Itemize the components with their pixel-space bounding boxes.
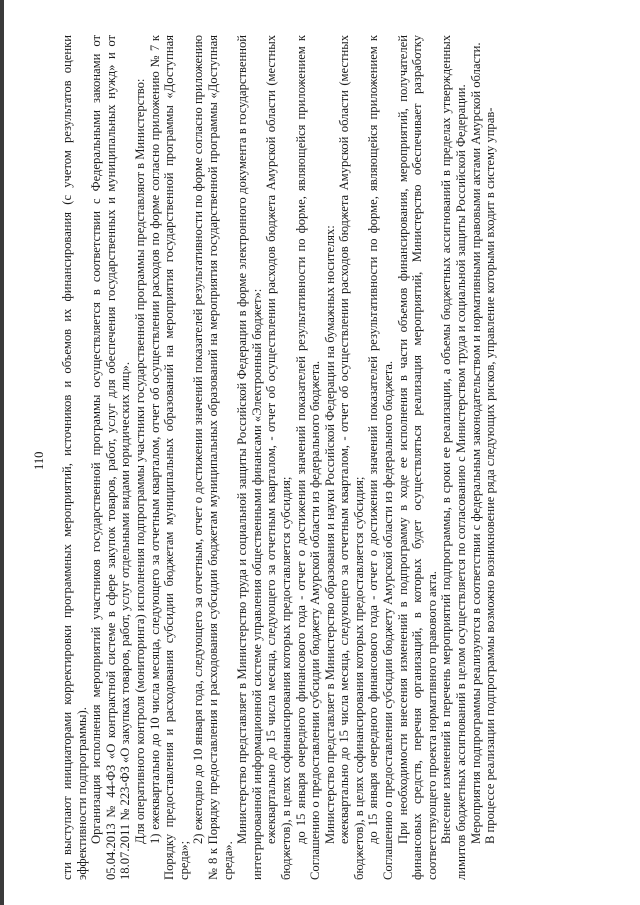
paragraph: 1) ежеквартально до 10 числа месяца, следующего за отчетным кварталом, отчет об осуществлении расходов по форме согласно приложению № 7 к Порядку предоставления и расходования субсидии бюджетам муниципальных образований на мероприятия государственной программы «Доступная среда»; <box>147 35 191 880</box>
paragraph: При необходимости внесения изменений в подпрограмму в ходе ее исполнения в части объемов финансирования, мероприятий, получателей финансовых средств, перечня организаций, в которых будет осуществляться реализация мероприятий, Министерство обеспечивает разработку соответствующего проекта нормативного правового акта. <box>395 35 439 880</box>
paragraph: В процессе реализации подпрограммы возможно возникновение ряда следующих рисков, управление которыми входит в систему управ- <box>483 107 498 844</box>
paragraph: до 15 января очередного финансового года - отчет о достижении значений показателей результативности по форме, являющейся приложением к Соглашению о предоставлении субсидии бюджету Амурской области из федерального бюджета. <box>366 35 396 880</box>
paragraph: 2) ежегодно до 10 января года, следующего за отчетным, отчет о достижении значений показателей результативности по форме согласно приложению № 8 к Порядку предоставления и расходования субсидии бюджетам муниципальных образований на мероприятия государственной программы «Доступная среда». <box>191 35 235 880</box>
paragraph: ежеквартально до 15 числа месяца, следующего за отчетным кварталом, - отчет об осуществлении расходов бюджета Амурской области (местных бюджетов), в целях софинансирования которых предоставляется субсидия; <box>337 35 366 880</box>
page-number: 110 <box>32 451 46 470</box>
paragraph: Организация исполнения мероприятий участников государственной программы осуществляется в соответствии с Федеральными законами от 05.04.2013 № 44-ФЗ «О контрактной системе в сфере закупок товаров, работ, услуг для обеспечения государственных и муниципальных нужд» и от 18.07.2011 № 223-ФЗ «О закупках товаров, работ, услуг отдельными видами юридических лиц». <box>89 35 133 880</box>
paragraph: Мероприятия подпрограммы реализуются в соответствии с федеральным законодательством и нормативными правовыми актами Амурской области. <box>468 42 483 844</box>
paragraph: ежеквартально до 15 числа месяца, следующего за отчетным кварталом, - отчет об осуществлении расходов бюджета Амурской области (местных бюджетов), в целях софинансирования которых предоставляется субсидия; <box>264 35 293 880</box>
paragraph: сти выступают инициаторами корректировки программных мероприятий, источников и объемов их финансирования (с учетом результатов оценки эффективности подпрограммы). <box>60 35 89 880</box>
paragraph: Министерство представляет в Министерство образования и науки Российской Федерации на бумажных носителях: <box>322 225 337 844</box>
paragraph: до 15 января очередного финансового года - отчет о достижении значений показателей результативности по форме, являющейся приложением к Соглашению о предоставлении субсидии бюджету Амурской области из федерального бюджета. <box>293 35 323 880</box>
document-body <box>60 35 498 880</box>
paragraph: Министерство представляет в Министерство труда и социальной защиты Российской Федерации в форме электронного документа в государственной интегрированной информационной системе управления общественными финансами «Электронный бюджет»: <box>235 35 264 880</box>
paragraph: Для оперативного контроля (мониторинга) исполнения подпрограммы участники государственной программы представляют в Министерство: <box>132 78 147 844</box>
paragraph: Внесение изменений в перечень мероприятий подпрограммы, в сроки ее реализации, а объемы бюджетных ассигнований в пределах утвержденных лимитов бюджетных ассигнований в целом осуществляется по согласованию с Министерством труда и социальной защиты Российской Федерации. <box>439 35 469 880</box>
